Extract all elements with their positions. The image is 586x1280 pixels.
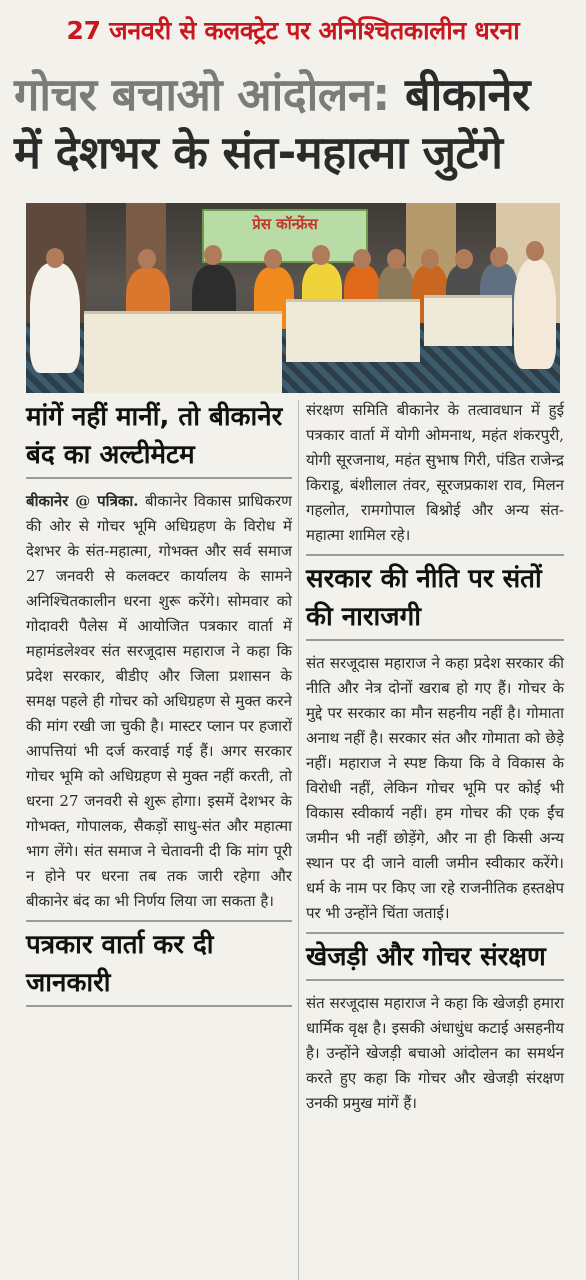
kicker-headline: 27 जनवरी से कलक्ट्रेट पर अनिश्चितकालीन धरना	[66, 16, 520, 45]
main-headline	[14, 66, 574, 182]
left-body-text	[26, 489, 292, 914]
subhead-press-talk: पत्रकार वार्ता कर दी जानकारी	[26, 920, 292, 1007]
right-column	[306, 398, 564, 1116]
subhead-khejri: खेजड़ी और गोचर संरक्षण	[306, 932, 564, 981]
dateline: बीकानेर @ पत्रिका.	[26, 492, 139, 510]
right-para-top: संरक्षण समिति बीकानेर के तत्वावधान में हुई पत्रकार वार्ता में योगी ओमनाथ, महंत शंकरपुरी, योगी सूरजनाथ, महंत सुभाष गिरी, पंडित राजेन्द्र किराडू, बंशीलाल तंवर, सूरजप्रकाश राव, मिलन गहलोत, रामगोपाल बिश्नोई और अन्य संत-महात्मा शामिल रहे।	[306, 401, 564, 544]
photo-banner: प्रेस कॉन्फ्रेंस	[202, 209, 368, 263]
left-column	[26, 398, 292, 1017]
headline-part-dark: बीकानेर	[389, 68, 530, 121]
right-para-2: संत सरजूदास महाराज ने कहा कि खेजड़ी हमारा धार्मिक वृक्ष है। इसकी अंधाधुंध कटाई असहनीय है। उन्होंने खेजड़ी बचाओ आंदोलन का समर्थन करते हुए कहा कि गोचर और खेजड़ी संरक्षण उनकी प्रमुख मांगें हैं।	[306, 994, 564, 1112]
subhead-ultimatum: मांगें नहीं मानीं, तो बीकानेर बंद का अल्टीमेटम	[26, 398, 292, 479]
subhead-govt-policy: सरकार की नीति पर संतों की नाराजगी	[306, 554, 564, 641]
column-divider	[298, 400, 299, 1280]
headline-line2: में देशभर के संत-महात्मा जुटेंगे	[14, 126, 503, 179]
headline-part-grey: गोचर बचाओ आंदोलन:	[14, 68, 390, 121]
right-para-1: संत सरजूदास महाराज ने कहा प्रदेश सरकार की नीति और नेत्र दोनों खराब हो गए हैं। गोचर के मुद्दे पर सरकार का मौन सहनीय नहीं है। गोमाता अनाथ नहीं है। सरकार संत और गोमाता को छेड़े नहीं। महाराज ने स्पष्ट किया कि वे विकास के विरोधी नहीं, लेकिन गोचर भूमि पर कोई भी विकास स्वीकार्य नहीं। हम गोचर की एक ईंच जमीन भी नहीं छोड़ेंगे, और ना ही किसी अन्य स्थान पर दी जाने वाली जमीन स्वीकार करेंगे। धर्म के नाम पर किए जा रहे राजनीतिक हस्तक्षेप पर भी उन्होंने चिंता जताई।	[306, 654, 564, 922]
left-para-1: बीकानेर विकास प्राधिकरण की ओर से गोचर भूमि अधिग्रहण के विरोध में देशभर के संत-महात्मा, गोभक्त और सर्व समाज 27 जनवरी से कलक्टर कार्यालय के सामने अनिश्चितकालीन धरना शुरू करेंगे। सोमवार को गोदावरी पैलेस में आयोजित पत्रकार वार्ता में महामंडलेश्वर संत सरजूदास महाराज ने कहा कि प्रदेश सरकार, बीडीए और जिला प्रशासन के समक्ष पहले ही गोचर को अधिग्रहण से मुक्त करने की मांग रखी जा चुकी है। मास्टर प्लान पर हजारों आपत्तियां भी दर्ज करवाई गई हैं। अगर सरकार गोचर भूमि को अधिग्रहण से मुक्त नहीं करती, तो धरना 27 जनवरी से शुरू होगा। इसमें देशभर के गोभक्त, गोपालक, सैकड़ों साधु-संत और महात्मा भाग लेंगे। संत समाज ने चेतावनी दी कि मांग पूरी न होने पर धरना तब तक जारी रहेगा और बीकानेर बंद का भी निर्णय लिया जा सकता है।	[26, 492, 293, 910]
press-conference-photo	[26, 203, 560, 393]
